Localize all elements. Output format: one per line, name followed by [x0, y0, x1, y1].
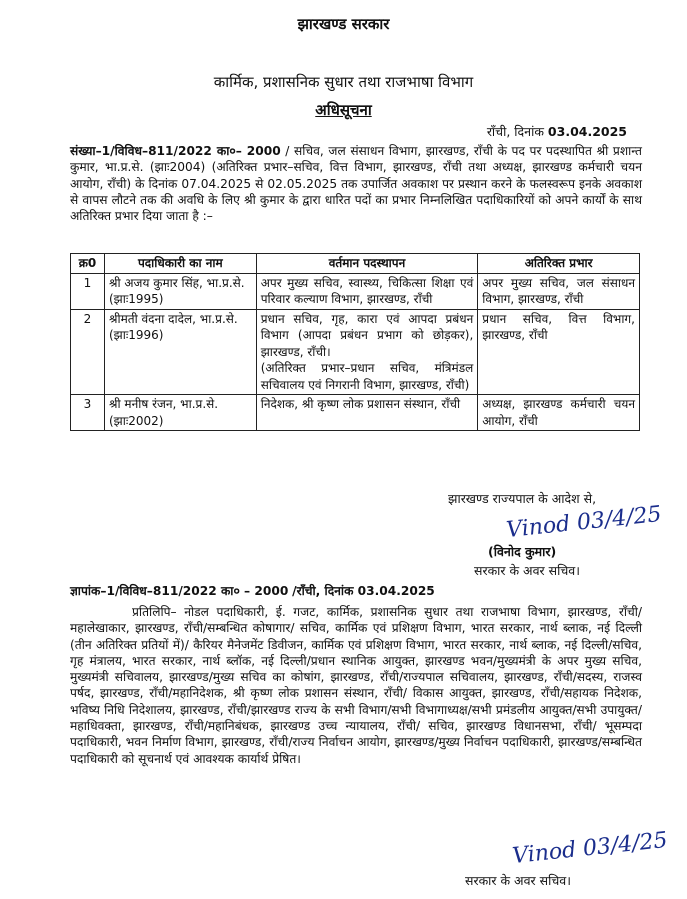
row-current-post: [256, 395, 478, 431]
handwritten-signature: Vinod 03/4/25: [511, 827, 669, 870]
table-row: [71, 309, 640, 395]
row-additional-charge: अध्यक्ष, झारखण्ड कर्मचारी चयन आयोग, राँची: [478, 395, 640, 431]
governor-order-line: झारखण्ड राज्यपाल के आदेश से,: [448, 491, 597, 506]
table-header-row: [71, 254, 640, 274]
department-heading: कार्मिक, प्रशासनिक सुधार तथा राजभाषा विभाग: [213, 73, 474, 91]
row-additional-charge: अपर मुख्य सचिव, जल संसाधन विभाग, झारखण्ड, राँची: [478, 273, 640, 309]
memo-reference-line: [70, 583, 642, 599]
dateline-place: राँची, दिनांक: [486, 124, 544, 139]
memo-date: /राँची, दिनांक 03.04.2025: [292, 584, 435, 598]
dateline: [487, 123, 627, 140]
handwritten-signature: Vinod 03/4/25: [505, 501, 663, 544]
notification-ref-no: संख्या–1/विविध–811/2022 का०– 2000: [70, 144, 281, 158]
memo-copy-paragraph: प्रतिलिपि– नोडल पदाधिकारी, ई. गजट, कार्मिक, प्रशासनिक सुधार तथा राजभाषा विभाग, झारखण्ड, राँची/महालेखाकार, झारखण्ड, राँची/सम्बन्धित कोषागार/ सचिव, कार्मिक एवं प्रशिक्षण विभाग, भारत सरकार, नार्थ ब्लाक, नई दिल्ली (तीन अतिरिक्त प्रतियों में)/ कैरियर मैनेजमेंट डिवीजन, कार्मिक एवं प्रशिक्षण विभाग, भारत सरकार, नार्थ ब्लाक, नई दिल्ली/सचिव, गृह मंत्रालय, भारत सरकार, नार्थ ब्लॉक, नई दिल्ली/प्रधान स्थानिक आयुक्त, झारखण्ड भवन/मुख्यमंत्री के अपर मुख्य सचिव, मुख्यमंत्री सचिवालय, झारखण्ड/मुख्य सचिव का कोषांग, झारखण्ड, राँची/राज्यपाल सचिवालय, झारखण्ड, राँची/सदस्य, राजस्व पर्षद, झारखण्ड, राँची/महानिदेशक, श्री कृष्ण लोक प्रशासन संस्थान, राँची/ विकास आयुक्त, झारखण्ड, राँची/सहायक निदेशक, भविष्य निधि निदेशालय, झारखण्ड, राँची/झारखण्ड राज्य के सभी विभाग/सभी विभागाध्यक्ष/सभी प्रमंडलीय आयुक्त/सभी उपायुक्त/महाधिवक्ता, झारखण्ड, राँची/महानिबंधक, झारखण्ड उच्च न्यायालय, राँची/ सचिव, झारखण्ड विधानसभा, राँची/ भूसम्पदा पदाधिकारी, भवन निर्माण विभाग, झारखण्ड, राँची/राज्य निर्वाचन आयोग, झारखण्ड/मुख्य निर्वाचन पदाधिकारी, झारखण्ड/सम्बन्धित पदाधिकारी को सूचनार्थ एवं आवश्यक कार्यार्थ प्रेषित।: [70, 605, 642, 766]
row-sno: 2: [71, 309, 105, 395]
table-row: [71, 395, 640, 431]
column-header-additional: अतिरिक्त प्रभार: [478, 254, 640, 274]
column-header-sno: क्र0: [71, 254, 105, 274]
row-additional-charge: प्रधान सचिव, वित्त विभाग, झारखण्ड, राँची: [478, 309, 640, 395]
govt-heading: झारखण्ड सरकार: [297, 15, 390, 33]
row-officer-name: श्री अजय कुमार सिंह, भा.प्र.से. (झाः1995): [104, 273, 256, 309]
document-type-heading: अधिसूचना: [315, 101, 372, 119]
notification-body: / सचिव, जल संसाधन विभाग, झारखण्ड, राँची के पद पर पदस्थापित श्री प्रशान्त कुमार, भा.प्र.से. (झाः2004) (अतिरिक्त प्रभार–सचिव, वित्त विभाग, झारखण्ड, राँची तथा अध्यक्ष, झारखण्ड कर्मचारी चयन आयोग, राँची) के दिनांक 07.04.2025 से 02.05.2025 तक उपार्जित अवकाश पर प्रस्थान करने के फलस्वरूप इनके अवकाश से वापस लौटने तक की अवधि के लिए श्री कुमार के द्वारा धारित पदों का प्रभार निम्नलिखित पदाधिकारियों को अपने कार्यों के साथ अतिरिक्त प्रभार दिया जाता है :–: [70, 144, 642, 224]
signatory-designation: सरकार के अवर सचिव।: [474, 563, 580, 578]
dateline-date: 03.04.2025: [547, 124, 627, 139]
row-officer-name: श्री मनीष रंजन, भा.प्र.से. (झाः2002): [104, 395, 256, 431]
table-row: [71, 273, 640, 309]
row-current-post-text: अपर मुख्य सचिव, स्वास्थ्य, चिकित्सा शिक्षा एवं परिवार कल्याण विभाग, झारखण्ड, राँची: [260, 275, 474, 306]
row-officer-name: श्रीमती वंदना दादेल, भा.प्र.से. (झाः1996): [104, 309, 256, 395]
column-header-current: वर्तमान पदस्थापन: [256, 254, 478, 274]
row-sno: 1: [71, 273, 105, 309]
row-current-post: [256, 309, 478, 395]
charge-table: [70, 253, 640, 431]
row-current-post-text: प्रधान सचिव, गृह, कारा एवं आपदा प्रबंधन विभाग (आपदा प्रबंधन प्रभाग को छोड़कर), झारखण्ड, राँची।: [260, 311, 474, 359]
notification-paragraph: [70, 143, 642, 224]
signatory-designation: सरकार के अवर सचिव।: [465, 873, 571, 888]
memo-ref-no: ज्ञापांक–1/विविध–811/2022 का० – 2000: [70, 584, 289, 598]
signatory-name: (विनोद कुमार): [488, 544, 557, 559]
row-current-post-extra: (अतिरिक्त प्रभार–प्रधान सचिव, मंत्रिमंडल सचिवालय एवं निगरानी विभाग, झारखण्ड, राँची): [260, 361, 474, 392]
row-current-post: [256, 273, 478, 309]
row-sno: 3: [71, 395, 105, 431]
column-header-name: पदाधिकारी का नाम: [104, 254, 256, 274]
row-current-post-text: निदेशक, श्री कृष्ण लोक प्रशासन संस्थान, राँची: [260, 397, 461, 411]
